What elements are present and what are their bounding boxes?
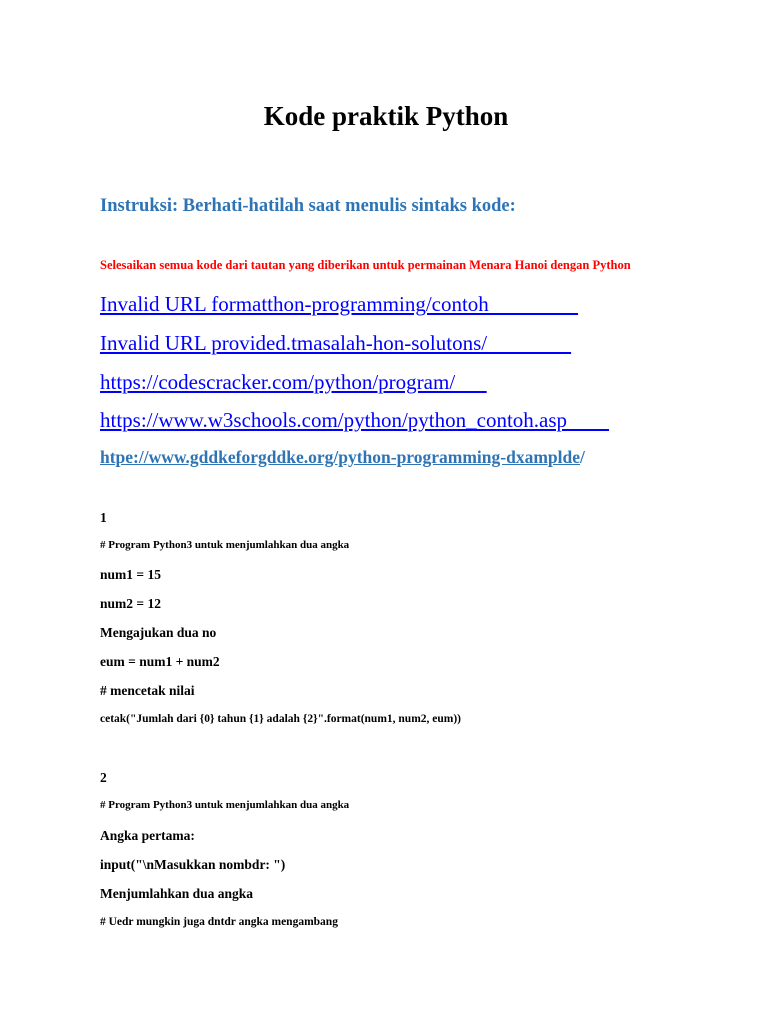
section-2-line-4: # Uedr mungkin juga dntdr angka mengambang bbox=[100, 916, 338, 928]
task-description: Selesaikan semua kode dari tautan yang diberikan untuk permainan Menara Hanoi dengan Python bbox=[100, 258, 631, 272]
section-1-line-6: cetak("Jumlah dari {0} tahun {1} adalah {2}".format(num1, num2, eum)) bbox=[100, 713, 462, 725]
section-1-line-4: eum = num1 + num2 bbox=[100, 654, 220, 669]
link-4[interactable]: https://www.w3schools.com/python/python_contoh.asp bbox=[100, 408, 610, 432]
section-2-number: 2 bbox=[100, 770, 107, 785]
section-2-comment: # Program Python3 untuk menjumlahkan dua angka bbox=[100, 799, 350, 811]
link-5-url[interactable]: htpe://www.gddkeforgddke.org/python-programming-dxamplde bbox=[100, 447, 581, 467]
section-2-line-2: input("\nMasukkan nombdr: ") bbox=[100, 857, 286, 872]
link-5-tail: / bbox=[580, 447, 585, 467]
section-1-number: 1 bbox=[100, 510, 107, 525]
section-1-comment: # Program Python3 untuk menjumlahkan dua angka bbox=[100, 539, 350, 551]
link-1[interactable]: Invalid URL formatthon-programming/contoh bbox=[100, 292, 579, 316]
section-1-line-3: Mengajukan dua no bbox=[100, 625, 217, 640]
section-2-line-3: Menjumlahkan dua angka bbox=[100, 886, 254, 901]
section-1-line-1: num1 = 15 bbox=[100, 567, 161, 582]
section-2-line-1: Angka pertama: bbox=[100, 828, 195, 843]
section-1-line-2: num2 = 12 bbox=[100, 596, 161, 611]
document-title: Kode praktik Python bbox=[263, 101, 509, 131]
link-5[interactable] bbox=[100, 445, 585, 469]
section-1-line-5: # mencetak nilai bbox=[100, 683, 195, 698]
link-3[interactable]: https://codescracker.com/python/program/ bbox=[100, 370, 487, 394]
instruction-heading: Instruksi: Berhati-hatilah saat menulis sintaks kode: bbox=[100, 196, 516, 216]
link-2[interactable]: Invalid URL provided.tmasalah-hon-solutons/ bbox=[100, 331, 572, 355]
